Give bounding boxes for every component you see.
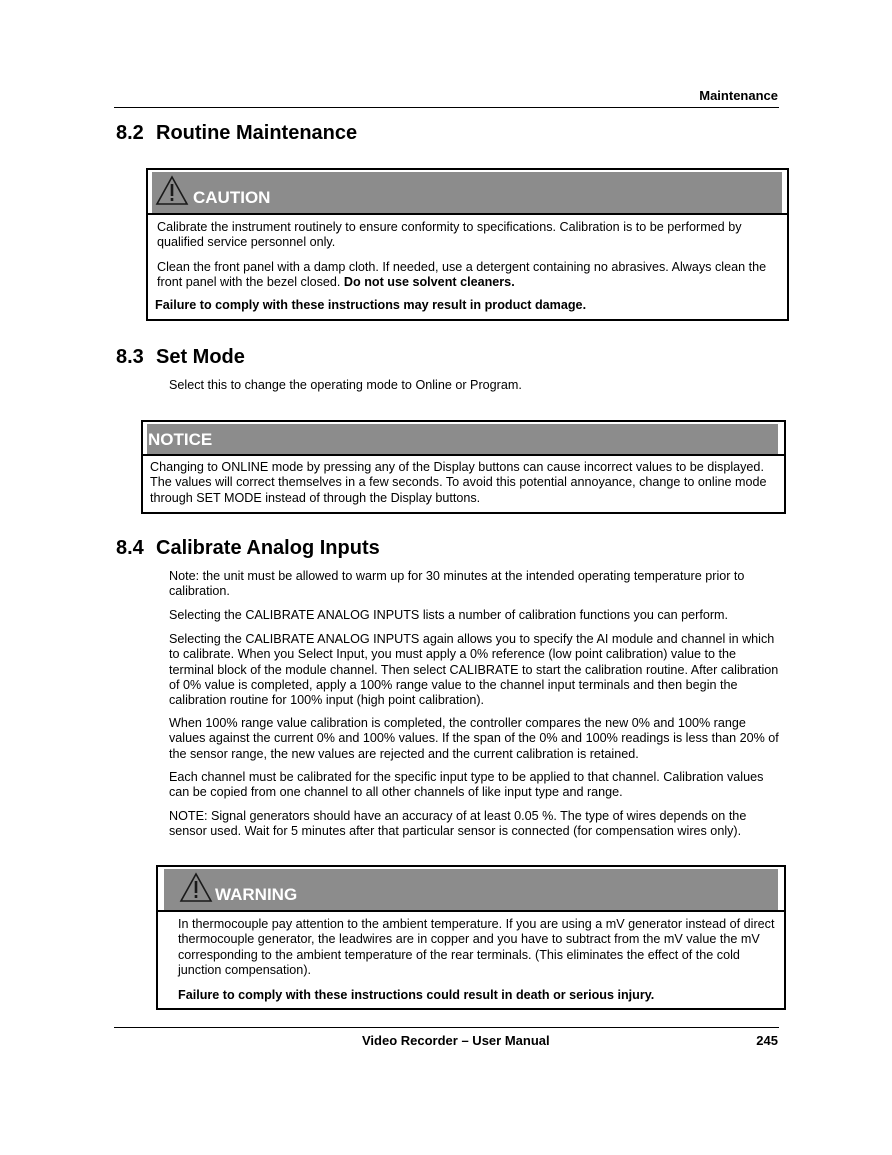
- caution-divider: [148, 213, 787, 215]
- footer-divider: [114, 1027, 779, 1028]
- calibrate-paragraph-1: Note: the unit must be allowed to warm up for 30 minutes at the intended operating temperature prior to calibration.: [169, 569, 745, 599]
- set-mode-intro: Select this to change the operating mode to Online or Program.: [169, 378, 522, 392]
- caution-consequence: Failure to comply with these instructions may result in product damage.: [155, 298, 587, 312]
- calibrate-paragraph-2: Selecting the CALIBRATE ANALOG INPUTS lists a number of calibration functions you can perform.: [169, 608, 729, 622]
- notice-box: [141, 420, 786, 514]
- section-title: Routine Maintenance: [156, 122, 358, 144]
- calibrate-paragraph-5: Each channel must be calibrated for the specific input type to be applied to that channel. Calibration values can be copied from one channel to all other channels of like input type and range.: [169, 770, 764, 800]
- warning-triangle-icon: [179, 872, 213, 903]
- section-title: Set Mode: [156, 346, 245, 368]
- calibrate-paragraph-6: NOTE: Signal generators should have an accuracy of at least 0.05 %. The type of wires depends on the sensor used. Wait for 5 minutes after that particular sensor is connected (for compensation wires only).: [169, 809, 747, 839]
- notice-title: NOTICE: [148, 430, 213, 449]
- page-number: 245: [756, 1033, 778, 1048]
- calibrate-paragraph-3: Selecting the CALIBRATE ANALOG INPUTS again allows you to specify the AI module and channel in which to calibrate. When you Select Input, you must apply a 0% reference (low point calibration) value to the terminal block of the module channel. Then select CALIBRATE to start the calibration routine. After calibration of 0% value is completed, apply a 100% range value to the channel input terminals and then begin the calibration routine for 100% input (high point calibration).: [169, 632, 779, 708]
- warning-title-bar: [164, 869, 778, 910]
- warning-divider: [158, 910, 784, 912]
- section-number: 8.3: [116, 346, 144, 368]
- section-number: 8.4: [116, 537, 144, 559]
- calibrate-paragraph-4: When 100% range value calibration is completed, the controller compares the new 0% and 100% range values against the current 0% and 100% values. If the span of the 0% and 100% readings is less than 20% of the sensor range, the new values are rejected and the current calibration is retained.: [169, 716, 779, 761]
- notice-divider: [143, 454, 784, 456]
- section-number: 8.2: [116, 122, 144, 144]
- notice-title-bar: [147, 424, 778, 454]
- heading-8-3: [116, 346, 245, 369]
- footer-document-title: Video Recorder – User Manual: [362, 1033, 550, 1048]
- caution-paragraph-2-text: Clean the front panel with a damp cloth. If needed, use a detergent containing no abrasives. Always clean the front panel with the bezel closed.: [157, 260, 767, 290]
- notice-body: Changing to ONLINE mode by pressing any of the Display buttons can cause incorrect values to be displayed. The values will correct themselves in a few seconds. To avoid this potential annoyance, change to online mode through SET MODE instead of through the Display buttons.: [150, 460, 767, 505]
- caution-paragraph-1: Calibrate the instrument routinely to ensure conformity to specifications. Calibration is to be performed by qualified service personnel only.: [157, 220, 742, 250]
- heading-8-4: [116, 537, 380, 560]
- warning-box: [156, 865, 786, 1010]
- running-header: Maintenance: [699, 88, 778, 103]
- caution-title: CAUTION: [193, 188, 271, 207]
- caution-box: [146, 168, 789, 321]
- warning-body: In thermocouple pay attention to the ambient temperature. If you are using a mV generator instead of direct thermocouple generator, the leadwires are in copper and you have to subtract from the mV value the mV corresponding to the ambient temperature of the rear terminals. (This eliminates the effect of the cold junction compensation).: [178, 917, 775, 977]
- heading-8-2: [116, 122, 357, 145]
- warning-title: WARNING: [215, 885, 298, 904]
- section-title: Calibrate Analog Inputs: [156, 537, 380, 559]
- header-divider: [114, 107, 779, 108]
- warning-consequence: Failure to comply with these instructions could result in death or serious injury.: [178, 988, 655, 1002]
- caution-paragraph-2: [157, 260, 782, 291]
- caution-title-bar: [152, 172, 782, 213]
- warning-triangle-icon: [155, 175, 189, 206]
- caution-emphasis: Do not use solvent cleaners.: [343, 275, 515, 290]
